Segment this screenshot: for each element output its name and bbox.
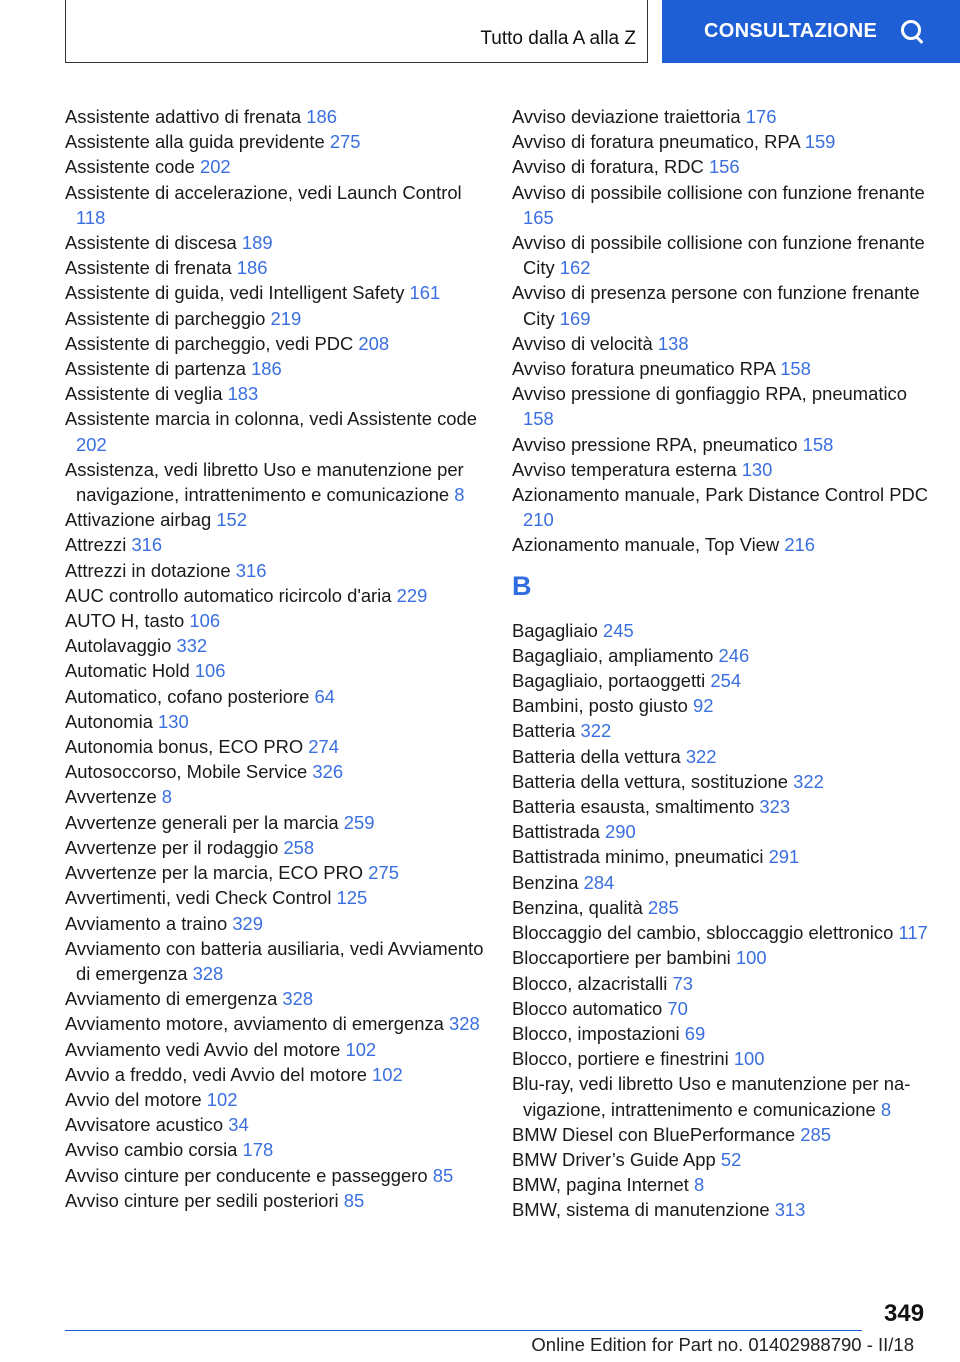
index-term: Assistente di veglia [65, 383, 223, 405]
index-term: AUTO H, tasto [65, 610, 185, 632]
index-entry [65, 658, 485, 683]
index-term: Assistente di accelerazione, vedi Launch Control [65, 181, 462, 203]
index-term: Autosoccorso, Mobile Service [65, 761, 308, 783]
section-title: Tutto dalla A alla Z [480, 28, 636, 49]
page-reference-link[interactable]: 229 [396, 584, 428, 606]
index-entry [65, 1163, 485, 1188]
page-reference-link[interactable]: 258 [283, 836, 315, 858]
index-term: BMW Diesel con BluePerformance [512, 1123, 796, 1145]
index-term: Avviso cinture per sedili posteriori [65, 1189, 339, 1211]
page-reference-link[interactable]: 178 [242, 1139, 274, 1161]
page-reference-link[interactable]: 202 [76, 433, 107, 455]
page-reference-link[interactable]: 245 [603, 619, 634, 641]
index-entry [65, 810, 485, 835]
page-reference-link[interactable]: 102 [206, 1088, 238, 1110]
page-reference-link[interactable]: 85 [432, 1164, 454, 1186]
index-term: Avviso di possibile collisione con funzione frenante [512, 181, 925, 203]
index-entry [512, 794, 932, 819]
page-reference-link[interactable]: 216 [784, 534, 815, 556]
page-reference-link[interactable]: 158 [802, 433, 834, 455]
index-term: Benzina [512, 871, 579, 893]
index-term: Avvertenze per il rodaggio [65, 836, 279, 858]
index-term: Blu-ray, vedi libretto Uso e manutenzione per navigazione, intrattenimento e comunicazione [512, 1073, 911, 1120]
index-term: Autonomia bonus, ECO PRO [65, 736, 304, 758]
page-reference-link[interactable]: 165 [523, 206, 554, 228]
footer-edition: Online Edition for Part no. 01402988790 - II/18 [531, 1334, 914, 1355]
index-term: Automatic Hold [65, 660, 190, 682]
page-reference-link[interactable]: 328 [192, 962, 224, 984]
index-term: Bloccaportiere per bambini [512, 947, 731, 969]
index-term: Avvertenze generali per la marcia [65, 811, 339, 833]
page-reference-link[interactable]: 208 [358, 332, 390, 354]
page-reference-link[interactable]: 70 [667, 997, 688, 1019]
page-reference-link[interactable]: 130 [741, 458, 773, 480]
index-entry [512, 280, 932, 330]
index-entry [65, 1112, 485, 1137]
index-term: Batteria della vettura [512, 745, 681, 767]
index-term: Avvertenze per la marcia, ECO PRO [65, 862, 364, 884]
page-reference-link[interactable]: 323 [759, 796, 791, 818]
page-reference-link[interactable]: 275 [368, 862, 399, 884]
index-term: Avviso cinture per conducente e passeggero [65, 1164, 428, 1186]
page-reference-link[interactable]: 254 [710, 670, 742, 692]
page-reference-link[interactable]: 328 [282, 988, 314, 1010]
page-reference-link[interactable]: 64 [314, 685, 335, 707]
page-reference-link[interactable]: 158 [780, 358, 811, 380]
index-entry [65, 507, 485, 532]
page-reference-link[interactable]: 183 [227, 383, 259, 405]
index-entry [512, 457, 932, 482]
index-entry [512, 668, 932, 693]
index-entry [65, 180, 485, 230]
index-term: BMW Driver’s Guide App [512, 1148, 716, 1170]
index-term: Avvertenze [65, 786, 157, 808]
index-term: Bagagliaio, portaoggetti [512, 670, 706, 692]
index-entry [512, 618, 932, 643]
index-entry [512, 769, 932, 794]
index-term: Autolavaggio [65, 635, 172, 657]
consultazione-tab[interactable] [662, 0, 960, 63]
index-term: Attivazione airbag [65, 509, 212, 531]
index-entry [65, 835, 485, 860]
index-entry [512, 532, 932, 557]
index-term: Bambini, posto giusto [512, 695, 688, 717]
index-term: Assistente code [65, 156, 195, 178]
index-term: Avvertimenti, vedi Check Control [65, 887, 332, 909]
index-column-right [512, 104, 932, 1223]
index-term: Bagagliaio, ampliamento [512, 644, 714, 666]
index-entry [65, 532, 485, 557]
index-entry [512, 1021, 932, 1046]
index-entry [65, 129, 485, 154]
index-term: Assistenza, vedi libretto Uso e manutenzione per navigazione, intrattenimento e comunicazione [65, 458, 464, 506]
index-entry [512, 104, 932, 129]
index-term: BMW, sistema di manutenzione [512, 1199, 770, 1221]
index-entry [65, 457, 485, 507]
index-term: Automatico, cofano posteriore [65, 685, 310, 707]
index-entry [65, 104, 485, 129]
index-entry [65, 558, 485, 583]
index-term: Avviso di possibile collisione con funzione frenante City [512, 232, 925, 279]
index-entry [65, 709, 485, 734]
page-reference-link[interactable]: 291 [768, 846, 800, 868]
index-term: Autonomia [65, 710, 153, 732]
page-reference-link[interactable]: 202 [199, 156, 231, 178]
page-reference-link[interactable]: 8 [454, 484, 465, 506]
index-entry [65, 784, 485, 809]
index-entry [65, 154, 485, 179]
page-reference-link[interactable]: 186 [251, 358, 282, 380]
index-term: Avvio a freddo, vedi Avvio del motore [65, 1063, 367, 1085]
index-entry [512, 895, 932, 920]
index-entry [512, 920, 932, 945]
page-reference-link[interactable]: 156 [708, 156, 740, 178]
page-reference-link[interactable]: 8 [693, 1174, 705, 1196]
index-entry [512, 1122, 932, 1147]
index-group-b [512, 618, 932, 1223]
page-reference-link[interactable]: 161 [409, 282, 441, 304]
page-reference-link[interactable]: 159 [804, 131, 836, 153]
index-term: Blocco, alzacristalli [512, 972, 668, 994]
index-term: Assistente adattivo di frenata [65, 106, 302, 127]
index-entry [65, 734, 485, 759]
page-reference-link[interactable]: 275 [329, 131, 361, 153]
index-term: Battistrada [512, 821, 600, 843]
page-reference-link[interactable]: 100 [733, 1048, 765, 1070]
index-entry [512, 744, 932, 769]
page-reference-link[interactable]: 332 [176, 635, 208, 657]
index-term: Avviamento di emergenza [65, 988, 278, 1010]
page-reference-link[interactable]: 34 [228, 1114, 249, 1136]
index-term: Avviamento a traino [65, 912, 228, 934]
index-entry [512, 1197, 932, 1222]
index-term: Avviso di foratura, RDC [512, 156, 704, 178]
index-entry [65, 306, 485, 331]
page-reference-link[interactable]: 246 [718, 644, 750, 666]
index-entry [512, 844, 932, 869]
index-letter-heading: B [512, 570, 532, 601]
page-reference-link[interactable]: 322 [685, 745, 717, 767]
index-group-a [512, 104, 932, 558]
index-entry [512, 154, 932, 179]
footer-divider [65, 1330, 862, 1331]
page-reference-link[interactable]: 259 [343, 811, 375, 833]
index-entry [512, 432, 932, 457]
page-reference-link[interactable]: 118 [76, 206, 106, 228]
index-term: Azionamento manuale, Top View [512, 534, 780, 556]
page-reference-link[interactable]: 152 [216, 509, 248, 531]
page-reference-link[interactable]: 158 [523, 408, 554, 430]
index-term: Assistente di guida, vedi Intelligent Safety [65, 282, 405, 304]
index-entry [512, 1172, 932, 1197]
index-term: Avviso temperatura esterna [512, 458, 737, 480]
index-entry [65, 885, 485, 910]
page-reference-link[interactable]: 189 [241, 232, 273, 254]
page-reference-link[interactable]: 100 [735, 947, 767, 969]
index-entry [65, 230, 485, 255]
page-reference-link[interactable]: 316 [235, 559, 267, 581]
index-term: Blocco automatico [512, 997, 663, 1019]
index-entry [65, 608, 485, 633]
index-entry [512, 870, 932, 895]
index-entry [65, 684, 485, 709]
index-entry [65, 583, 485, 608]
index-entry [512, 971, 932, 996]
index-entry [65, 381, 485, 406]
index-term: Blocco, portiere e finestrini [512, 1048, 729, 1070]
page-reference-link[interactable]: 328 [449, 1013, 480, 1035]
index-entry [512, 331, 932, 356]
index-entry [512, 718, 932, 743]
index-term: Assistente marcia in colonna, vedi Assistente code [65, 408, 477, 430]
index-term: Battistrada minimo, pneumatici [512, 846, 764, 868]
page-reference-link[interactable]: 125 [336, 887, 368, 909]
page-reference-link[interactable]: 313 [774, 1199, 806, 1221]
index-term: Attrezzi in dotazione [65, 559, 231, 581]
index-term: Avviso di foratura pneumatico, RPA [512, 131, 800, 153]
index-term: Avviso di velocità [512, 332, 653, 354]
page-reference-link[interactable]: 8 [161, 786, 173, 808]
index-term: Batteria [512, 720, 576, 742]
index-term: Azionamento manuale, Park Distance Control PDC [512, 484, 929, 506]
page-reference-link[interactable]: 169 [559, 307, 591, 329]
index-term: Avviso pressione di gonfiaggio RPA, pneumatico [512, 383, 907, 405]
index-entry [512, 1046, 932, 1071]
index-term: Avvisatore acustico [65, 1114, 224, 1136]
page-reference-link[interactable]: 285 [800, 1123, 831, 1145]
index-entry [512, 129, 932, 154]
index-term: Avviso foratura pneumatico RPA [512, 358, 776, 380]
index-term: Avviamento vedi Avvio del motore [65, 1038, 341, 1060]
index-entry [512, 996, 932, 1021]
index-entry [512, 180, 932, 230]
index-term: Assistente di parcheggio [65, 307, 266, 329]
page-reference-link[interactable]: 176 [745, 106, 777, 127]
page-reference-link[interactable]: 322 [793, 770, 824, 792]
index-term: Avvio del motore [65, 1088, 202, 1110]
page-reference-link[interactable]: 69 [684, 1022, 706, 1044]
index-term: Avviamento motore, avviamento di emergenza [65, 1013, 444, 1035]
index-term: Assistente di discesa [65, 232, 237, 254]
page-reference-link[interactable]: 285 [648, 896, 679, 918]
index-entry [512, 643, 932, 668]
index-entry [65, 356, 485, 381]
search-icon[interactable] [899, 19, 925, 45]
page-reference-link[interactable]: 106 [189, 610, 221, 632]
index-entry [512, 1071, 932, 1121]
index-term: Benzina, qualità [512, 896, 643, 918]
index-term: Batteria della vettura, sostituzione [512, 770, 789, 792]
index-entry [65, 280, 485, 305]
index-term: Batteria esausta, smaltimento [512, 796, 755, 818]
page-reference-link[interactable]: 290 [605, 821, 636, 843]
index-term: Bagagliaio [512, 619, 598, 641]
page-reference-link[interactable]: 322 [580, 720, 612, 742]
index-entry [512, 482, 932, 532]
index-entry [65, 936, 485, 986]
index-term: Avviso deviazione traiettoria [512, 106, 741, 127]
page-reference-link[interactable]: 219 [270, 307, 302, 329]
page-reference-link[interactable]: 85 [343, 1189, 365, 1211]
page-reference-link[interactable]: 186 [306, 106, 337, 127]
index-entry [65, 1087, 485, 1112]
index-term: BMW, pagina Internet [512, 1174, 689, 1196]
index-term: Avviamento con batteria ausiliaria, vedi Avviamento di emergenza [65, 937, 484, 984]
index-entry [65, 633, 485, 658]
index-entry [65, 911, 485, 936]
index-entry [65, 1188, 485, 1213]
index-term: Avviso cambio corsia [65, 1139, 238, 1161]
page-reference-link[interactable]: 284 [583, 871, 615, 893]
index-entry [65, 1137, 485, 1162]
page-reference-link[interactable]: 162 [559, 257, 591, 279]
consultazione-tab-label: CONSULTAZIONE [704, 20, 878, 42]
index-entry [512, 356, 932, 381]
index-term: Assistente alla guida previdente [65, 131, 325, 153]
page-reference-link[interactable]: 106 [194, 660, 226, 682]
page-reference-link[interactable]: 326 [312, 761, 344, 783]
index-term: Assistente di parcheggio, vedi PDC [65, 332, 354, 354]
index-term: Bloccaggio del cambio, sbloccaggio elettronico [512, 922, 894, 944]
page-reference-link[interactable]: 8 [880, 1098, 892, 1120]
page-reference-link[interactable]: 92 [692, 695, 714, 717]
index-entry [512, 945, 932, 970]
index-entry [65, 1037, 485, 1062]
index-entry [65, 860, 485, 885]
index-entry [65, 1062, 485, 1087]
index-entry [65, 331, 485, 356]
page-number: 349 [884, 1300, 925, 1327]
page-reference-link[interactable]: 186 [236, 257, 268, 279]
index-term: Avviso di presenza persone con funzione frenante City [512, 282, 920, 329]
page-reference-link[interactable]: 117 [898, 922, 928, 944]
index-term: AUC controllo automatico ricircolo d'aria [65, 584, 392, 606]
page-reference-link[interactable]: 102 [345, 1038, 377, 1060]
index-entry [65, 986, 485, 1011]
index-entry [65, 759, 485, 784]
page-reference-link[interactable]: 73 [672, 972, 693, 994]
page-reference-link[interactable]: 274 [308, 736, 339, 758]
index-entry [512, 819, 932, 844]
page-reference-link[interactable]: 329 [232, 912, 264, 934]
index-term: Avviso pressione RPA, pneumatico [512, 433, 798, 455]
index-entry [512, 1147, 932, 1172]
index-term: Assistente di partenza [65, 358, 246, 380]
index-term: Blocco, impostazioni [512, 1022, 680, 1044]
page-reference-link[interactable]: 210 [523, 509, 554, 531]
index-entry [65, 255, 485, 280]
index-term: Assistente di frenata [65, 257, 232, 279]
page-reference-link[interactable]: 130 [158, 710, 189, 732]
index-column-left [65, 104, 485, 1213]
index-entry [65, 1011, 485, 1036]
index-entry [512, 230, 932, 280]
index-entry [65, 406, 485, 456]
index-term: Attrezzi [65, 534, 127, 556]
page-reference-link[interactable]: 102 [372, 1063, 403, 1085]
index-entry [512, 693, 932, 718]
page-reference-link[interactable]: 316 [131, 534, 163, 556]
index-entry [512, 381, 932, 431]
page-reference-link[interactable]: 138 [657, 332, 689, 354]
page-reference-link[interactable]: 52 [720, 1148, 742, 1170]
